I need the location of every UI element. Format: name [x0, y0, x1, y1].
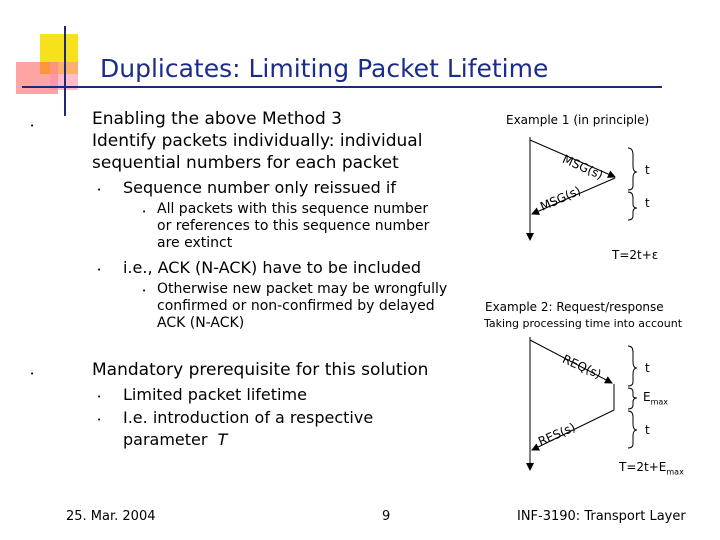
ex1-brace-1 — [628, 148, 637, 190]
ex2-brace-3 — [628, 411, 637, 448]
footer-page-number: 9 — [382, 509, 391, 524]
example2-emax — [643, 390, 668, 406]
bullet-dot: • — [97, 393, 102, 401]
ex2-brace-2 — [628, 388, 637, 409]
footer-date: 25. Mar. 2004 — [66, 509, 156, 524]
example2-total-sub: max — [666, 467, 684, 477]
bullet-1: Enabling the above Method 3 — [92, 109, 342, 129]
example2-res-label: RES(s) — [536, 420, 578, 449]
example2-emax-base: E — [643, 390, 651, 404]
example1-heading: Example 1 (in principle) — [506, 113, 650, 127]
example2-total-base: T=2t+E — [619, 460, 667, 474]
bullet-2-2-line1: I.e. introduction of a respective — [123, 408, 374, 427]
bullet-dot: • — [97, 186, 102, 194]
bullet-2: Mandatory prerequisite for this solution — [92, 360, 429, 380]
example1-total: T=2t+ε — [612, 248, 659, 262]
bullet-1-1-1-line3: are extinct — [157, 235, 233, 251]
ex2-brace-1 — [628, 346, 637, 386]
bullet-1-1-1-line2: or references to this sequence number — [157, 218, 430, 234]
example2-total — [619, 460, 684, 476]
example2-heading: Example 2: Request/response — [485, 300, 664, 314]
bullet-1-1: Sequence number only reissued if — [123, 178, 396, 197]
bullet-1-2-1-line1: Otherwise new packet may be wrongfully — [157, 281, 448, 297]
example2-req-label: REQ(s) — [560, 352, 604, 382]
example1-t2: t — [645, 196, 650, 210]
bullet-2-1: Limited packet lifetime — [123, 385, 307, 404]
bullet-dot: • — [97, 266, 102, 274]
slide-title: Duplicates: Limiting Packet Lifetime — [100, 54, 549, 83]
bullet-1-line2: Identify packets individually: individual — [92, 131, 423, 151]
example1-msg-back-label: MSG(s) — [538, 183, 583, 214]
bullet-dot: • — [142, 287, 147, 295]
bullet-1-2-1-line3: ACK (N-ACK) — [157, 315, 245, 331]
bullet-dot: • — [142, 208, 147, 216]
bullet-2-2-text: parameter — [123, 430, 208, 449]
example1-msg-out-label: MSG(s) — [560, 152, 606, 183]
example2-t1: t — [645, 361, 650, 375]
bullet-dot: • — [30, 370, 35, 378]
bullet-dot: • — [30, 122, 35, 130]
bullet-1-1-1-line1: All packets with this sequence number — [157, 201, 429, 217]
bullet-1-line3: sequential numbers for each packet — [92, 153, 399, 173]
example2-t2: t — [645, 423, 650, 437]
example2-subheading: Taking processing time into account — [484, 317, 683, 330]
footer-course: INF-3190: Transport Layer — [517, 509, 686, 524]
ex1-brace-2 — [628, 192, 637, 220]
example1-t1: t — [645, 163, 650, 177]
bullet-1-2: i.e., ACK (N-ACK) have to be included — [123, 258, 422, 277]
bullet-1-2-1-line2: confirmed or non-confirmed by delayed — [157, 298, 435, 314]
bullet-dot: • — [97, 416, 102, 424]
parameter-T: T — [217, 430, 228, 449]
example2-emax-sub: max — [650, 397, 669, 407]
